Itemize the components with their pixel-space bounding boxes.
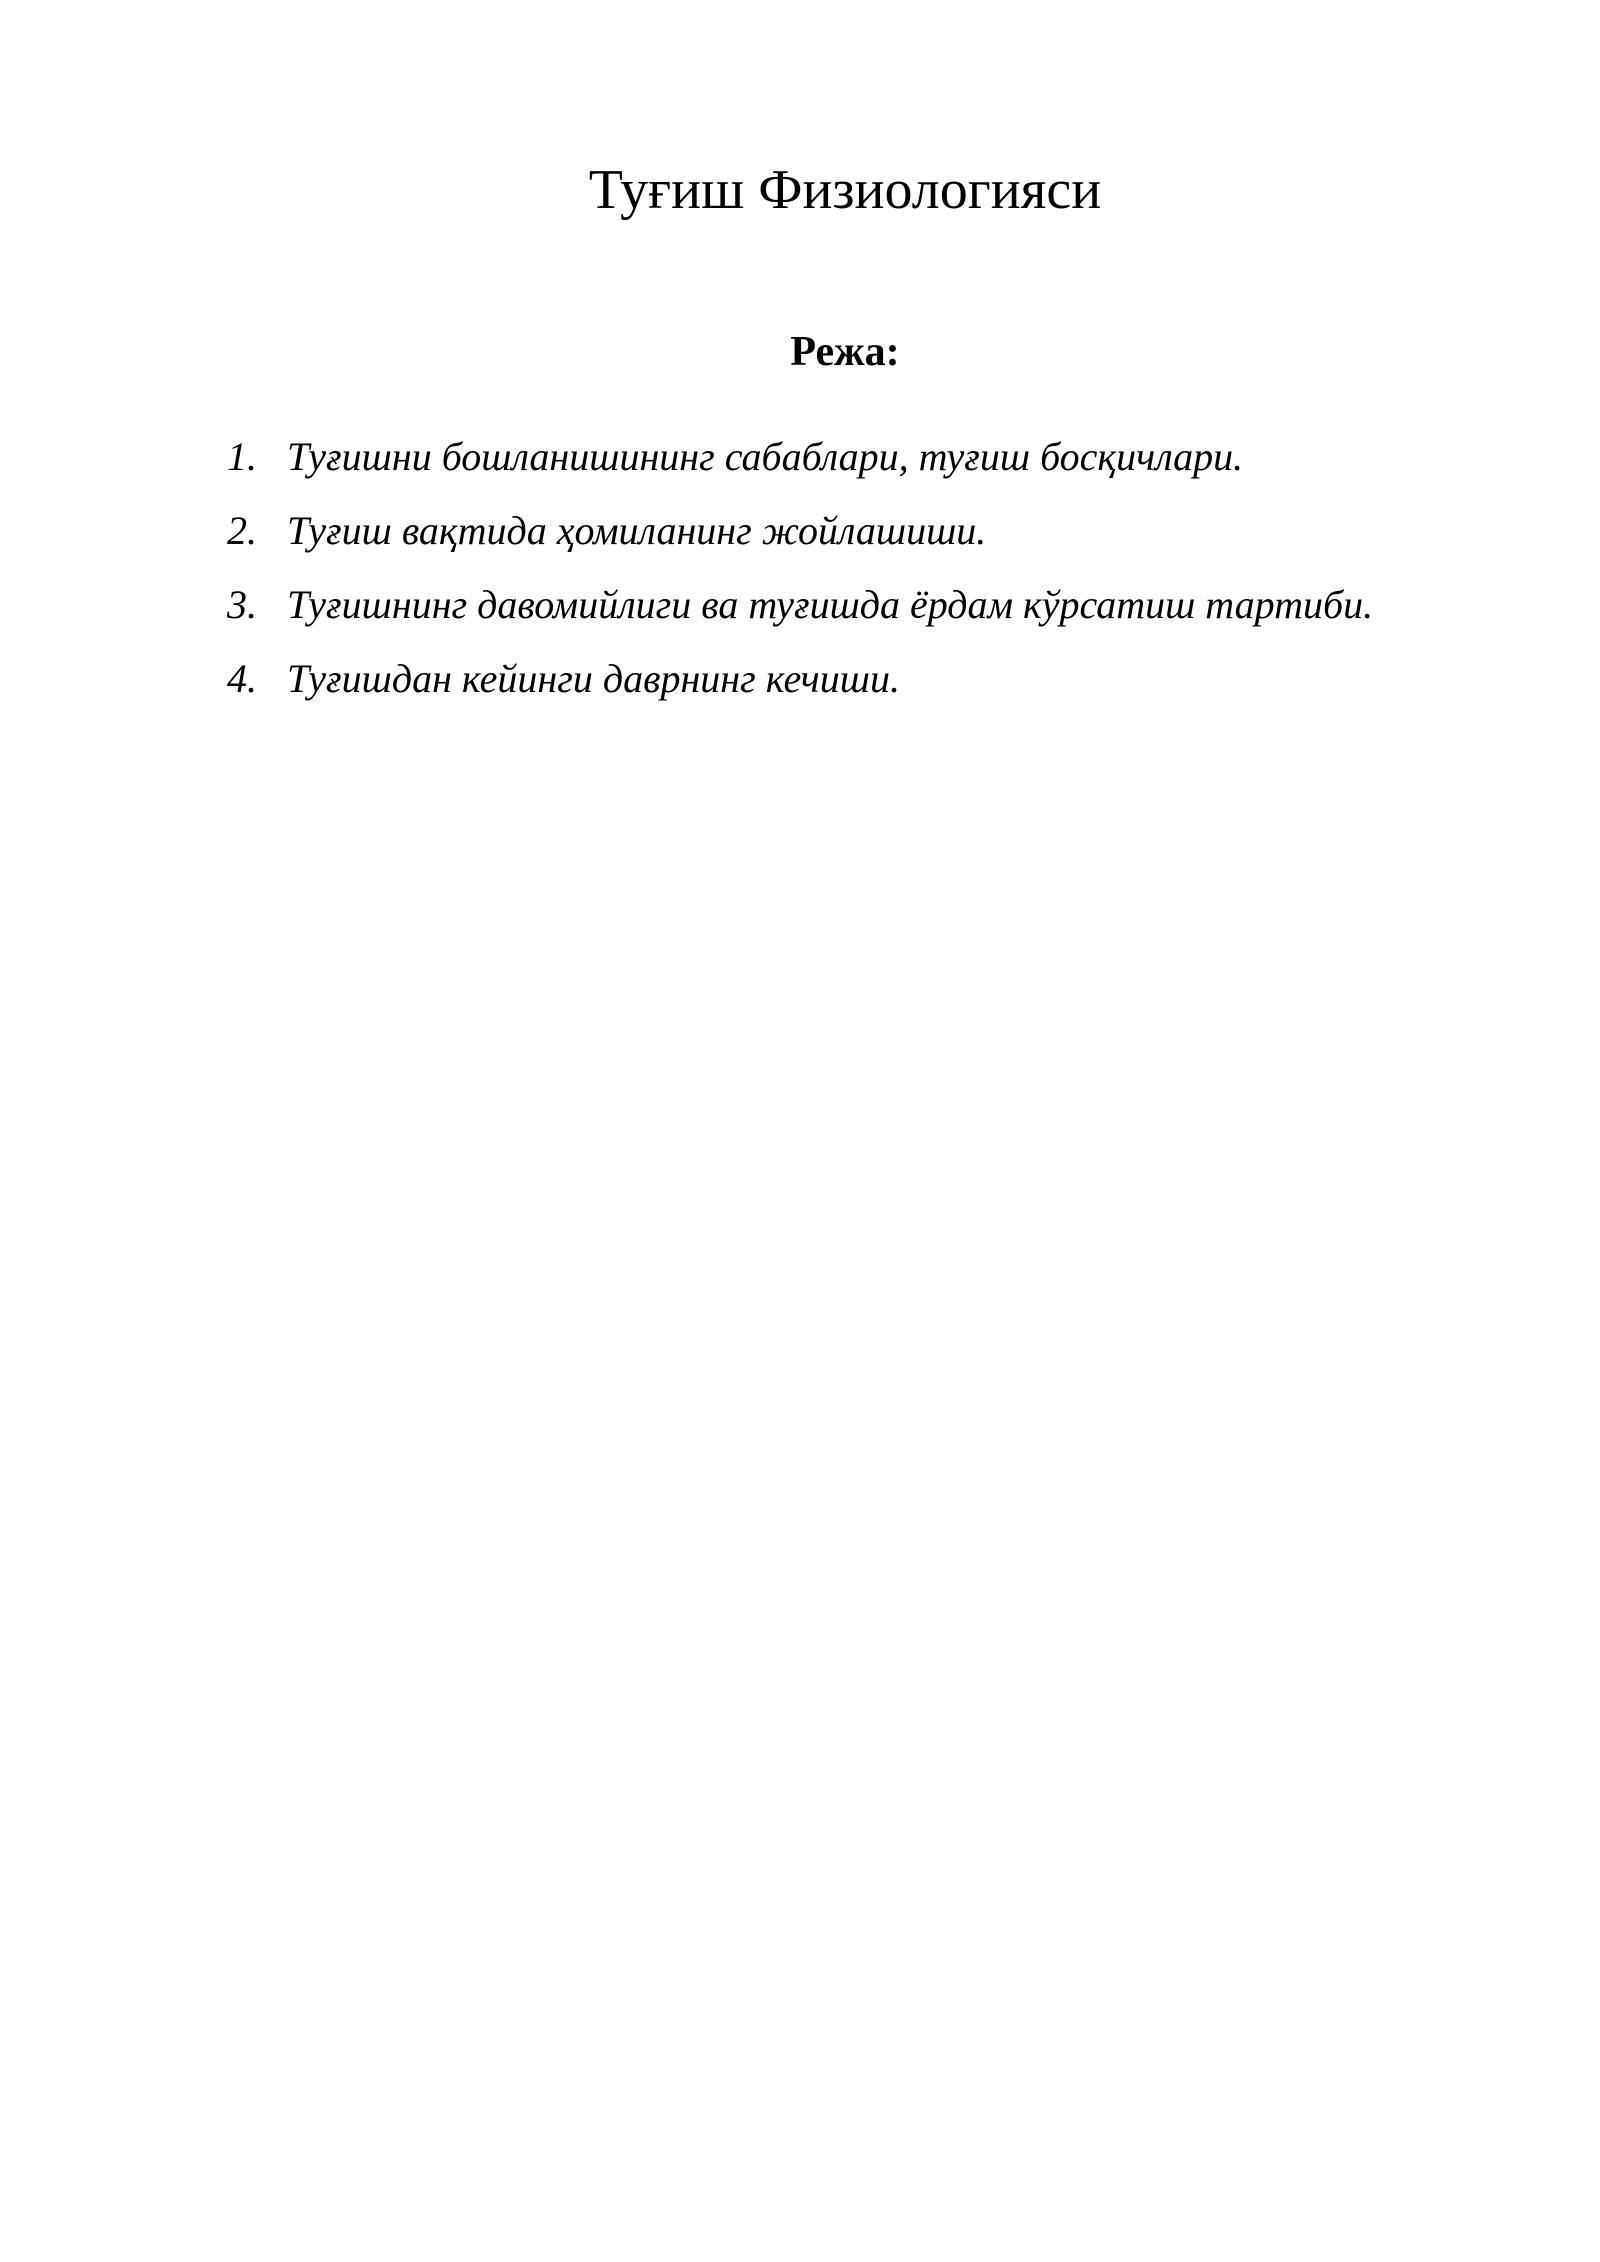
plan-item-3 (227, 578, 1527, 652)
plan-item-text: Туғишдан кейинги даврнинг кечиши. (287, 656, 900, 701)
plan-item-text: Туғиш вақтида ҳомиланинг жойлашиши. (287, 508, 987, 553)
plan-item-text: Туғишнинг давомийлиги ва туғишда ёрдам кўрсатиш тартиби. (287, 582, 1374, 627)
plan-item-2 (227, 504, 1527, 578)
plan-item-4 (227, 652, 1527, 726)
plan-item-number: 4. (227, 656, 257, 701)
plan-item-text: Туғишни бошланишининг сабаблари, туғиш босқичлари. (287, 434, 1244, 479)
plan-item-1 (227, 430, 1527, 504)
plan-item-number: 3. (227, 582, 257, 627)
plan-item-number: 1. (227, 434, 257, 479)
plan-list (227, 430, 1527, 726)
plan-item-number: 2. (227, 508, 257, 553)
document-title: Туғиш Физиологияси (588, 159, 1102, 221)
plan-heading: Режа: (790, 329, 900, 375)
